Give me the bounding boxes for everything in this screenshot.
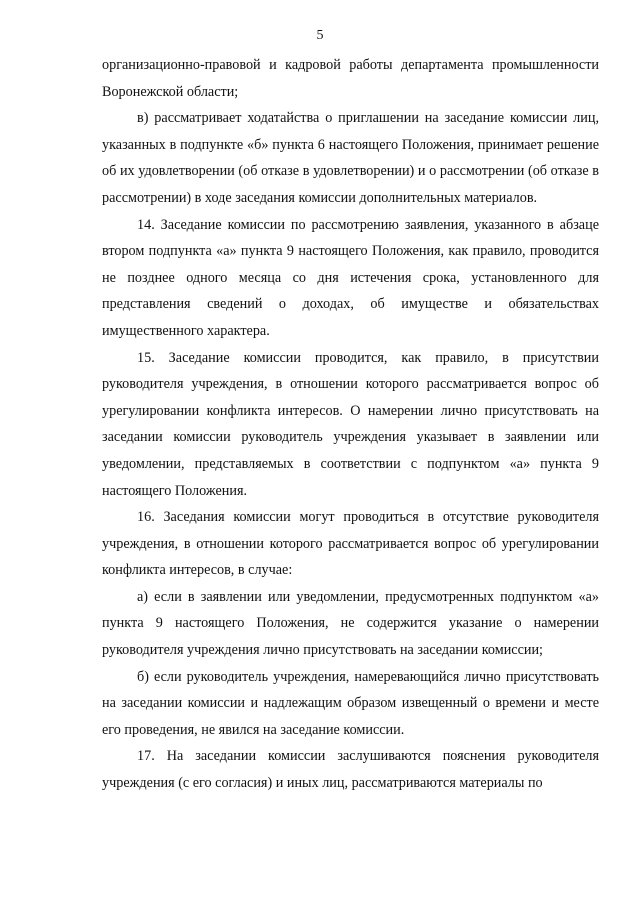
paragraph-17: 17. На заседании комиссии заслушиваются пояснения руководителя учреждения (с его согласия) и иных лиц, рассматриваются материалы по bbox=[102, 748, 599, 792]
paragraph-16-a: а) если в заявлении или уведомлении, предусмотренных подпунктом «а» пункта 9 настоящего Положения, не содержится указание о намерении руководителя учреждения лично присутствовать на заседании комиссии; bbox=[102, 588, 599, 659]
paragraph-16-b: б) если руководитель учреждения, намеревающийся лично присутствовать на заседании комиссии и надлежащим образом извещенный о времени и месте его проведения, не явился на заседание комиссии. bbox=[102, 668, 599, 738]
paragraph-13-v: в) рассматривает ходатайства о приглашении на заседание комиссии лиц, указанных в подпункте «б» пункта 6 настоящего Положения, принимает решение об их удовлетворении (об отказе в удовлетворении) и о рассмотрении (об отказе в рассмотрении) в ходе заседания комиссии дополнительных материалов. bbox=[102, 110, 599, 206]
document-body bbox=[102, 52, 599, 797]
paragraph-16: 16. Заседания комиссии могут проводиться в отсутствие руководителя учреждения, в отношении которого рассматривается вопрос об урегулировании конфликта интересов, в случае: bbox=[102, 509, 599, 579]
paragraph-continuation: организационно-правовой и кадровой работы департамента промышленности Воронежской области; bbox=[102, 57, 599, 100]
page-number: 5 bbox=[316, 28, 324, 43]
paragraph-15: 15. Заседание комиссии проводится, как правило, в присутствии руководителя учреждения, в отношении которого рассматривается вопрос об урегулировании конфликта интересов. О намерении лично присутствовать на заседании комиссии руководитель учреждения указывает в заявлении или уведомлении, представляемых в соответствии с подпунктом «а» пункта 9 настоящего Положения. bbox=[102, 349, 599, 499]
paragraph-14: 14. Заседание комиссии по рассмотрению заявления, указанного в абзаце втором подпункта «а» пункта 9 настоящего Положения, как правило, проводится не позднее одного месяца со дня истечения срока, установленного для представления сведений о доходах, об имуществе и обязательствах имущественного характера. bbox=[102, 216, 599, 339]
